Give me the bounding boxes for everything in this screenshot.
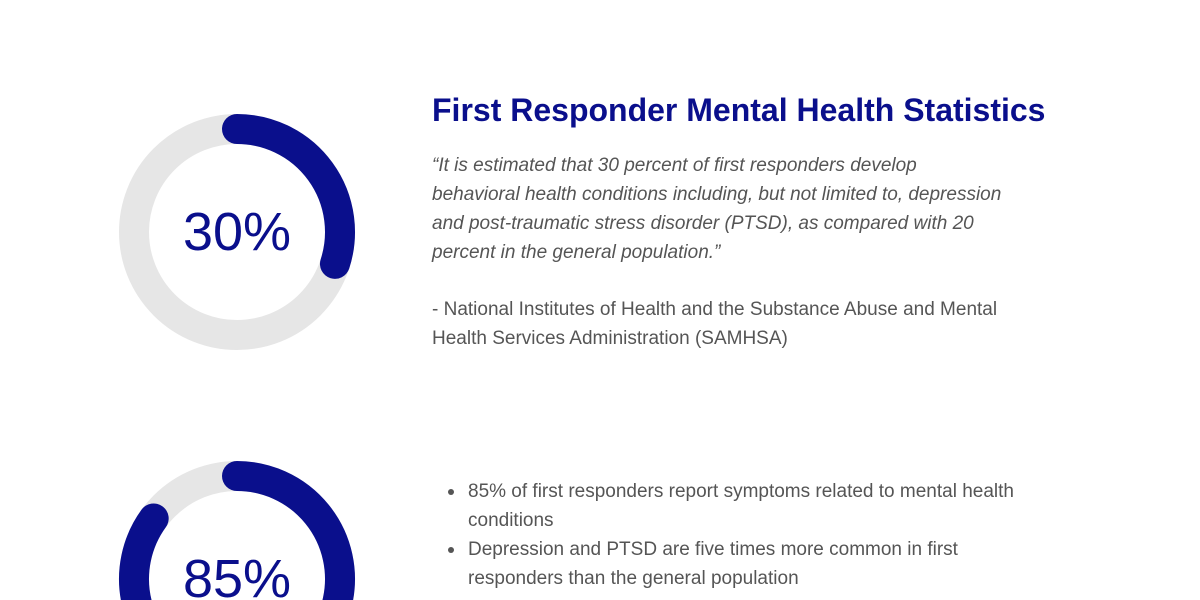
quote-line: and post-traumatic stress disorder (PTSD), as compared with 20 [432, 213, 974, 234]
stat-value: 85% [182, 549, 292, 600]
decorative-arc-icon [930, 0, 1040, 4]
bullet-icon [448, 489, 454, 495]
quote-line: percent in the general population.” [432, 242, 721, 263]
stat-value: 30% [182, 202, 292, 262]
quote-text [432, 151, 1072, 267]
stat-donut-30 [117, 112, 357, 352]
attribution-line: Health Services Administration (SAMHSA) [432, 328, 788, 349]
list-item [432, 535, 1112, 593]
quote-line: “It is estimated that 30 percent of first responders develop [432, 155, 917, 176]
list-item-line: responders than the general population [468, 568, 799, 589]
statistics-bullet-list [432, 477, 1112, 593]
list-item-line: 85% of first responders report symptoms related to mental health [468, 481, 1014, 502]
list-item-line: conditions [468, 510, 554, 531]
quote-attribution [432, 295, 1092, 353]
stat-donut-85 [117, 459, 357, 600]
bullet-icon [448, 547, 454, 553]
attribution-line: - National Institutes of Health and the Substance Abuse and Mental [432, 299, 998, 320]
section-title: First Responder Mental Health Statistics [432, 92, 1046, 128]
list-item-line: Depression and PTSD are five times more common in first [468, 539, 958, 560]
quote-line: behavioral health conditions including, but not limited to, depression [432, 184, 1002, 205]
list-item [432, 477, 1112, 535]
